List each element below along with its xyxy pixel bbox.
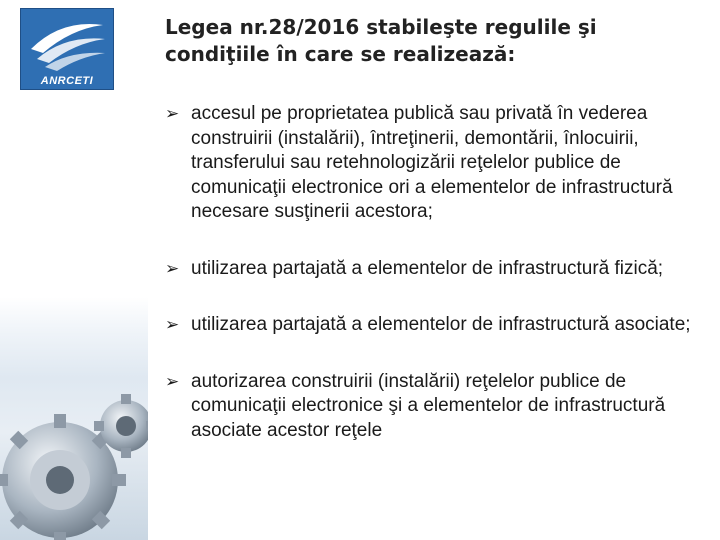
gears-icon: [0, 330, 148, 540]
bullet-text: utilizarea partajată a elementelor de infrastructură asociate;: [191, 314, 691, 335]
bullet-item: [165, 257, 705, 282]
bullet-item: [165, 102, 705, 225]
bullet-list: [165, 102, 705, 475]
arrow-bullet-icon: ➢: [165, 315, 180, 334]
arrow-bullet-icon: ➢: [165, 371, 180, 391]
anrceti-logo: [20, 8, 114, 90]
bullet-item: [165, 370, 705, 444]
bullet-text: accesul pe proprietatea publică sau privată în vederea construirii (instalării), întreţinerii, demontării, înlocuirii, transferului sau retehnologizării reţelelor publice de comunicaţii electronice ori a elementelor de infrastructură necesare susţinerii acestora;: [191, 103, 673, 222]
logo-swoosh-icon: [21, 9, 113, 75]
bullet-text: utilizarea partajată a elementelor de infrastructură fizică;: [191, 257, 664, 279]
sidebar-decoration: [0, 0, 148, 540]
arrow-bullet-icon: ➢: [165, 104, 180, 123]
bullet-text: autorizarea construirii (instalării) reţelelor publice de comunicaţii electronice şi a elementelor de infrastructură asociate acestor reţele: [191, 370, 666, 441]
bullet-item: [165, 313, 705, 338]
logo-text: ANRCETI: [40, 75, 94, 87]
arrow-bullet-icon: ➢: [165, 258, 180, 278]
slide-title: Legea nr.28/2016 stabileşte regulile şi condiţiile în care se realizează:: [165, 15, 597, 66]
